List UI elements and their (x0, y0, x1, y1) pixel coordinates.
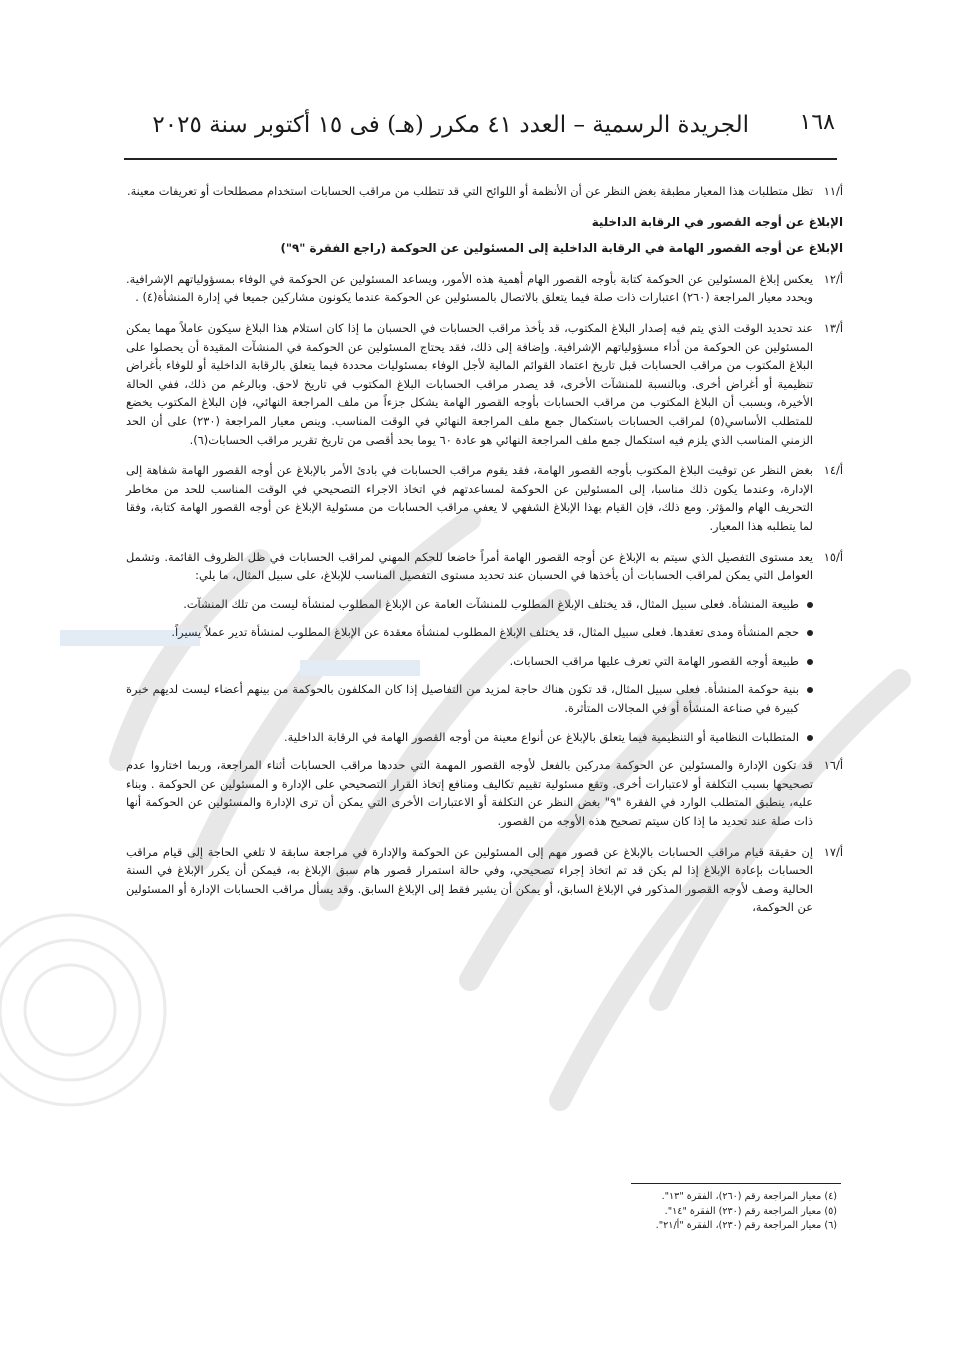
page-number: ١٦٨ (799, 110, 835, 135)
subsection-heading: الإبلاغ عن أوجه القصور الهامة في الرقابة الداخلية إلى المسئولين عن الحوكمة (راجع الفقرة "٩") (280, 241, 843, 256)
paragraph-number: أ/١٧ (823, 844, 843, 859)
paragraph-text: تظل متطلبات هذا المعيار مطبقة بغض النظر عن أن الأنظمة أو اللوائح التي قد تتطلب من مراقب الحسابات استخدام مصطلحات أو تعريفات معينة. (126, 184, 813, 198)
bullet-icon (799, 728, 843, 746)
footnotes (337, 1190, 837, 1234)
paragraph-number: أ/١٦ (823, 758, 843, 773)
paragraph-text: يعد مستوى التفصيل الذي سيتم به الإبلاغ عن أوجه القصور الهامة أمراً خاضعا للحكم المهني لمراقب الحسابات في ظل الظروف القائمة. وتشمل العوامل التي يمكن لمراقب الحسابات أن يأخذها في الحسبان عند تحديد مستوى التفصيل المناسب للإبلاغ، على سبيل المثال، ما يلي: (126, 549, 813, 583)
paragraph-text: قد تكون الإدارة والمسئولين عن الحوكمة مدركين بالفعل لأوجه القصور المهمة التي حددها مراقب الحسابات أثناء المراجعة، وربما اختاروا عدم تصحيحها بسبب التكلفة أو لاعتبارات أخرى. وتقع مسئولية تقييم تكاليف ومنافع إتخاذ القرار التصحيحي على الإدارة و المسئولين عن الحوكمة . وبناء عليه، ينطبق المتطلب الوارد في الفقرة "٩" بغض النظر عن التكلفة أو الاعتبارات الأخرى التي يمكن أن ترى الإدارة والمسئولين عن الحوكمة أنها ذات صلة عند تحديد ما إذا كان سيتم تصحيح هذه الأوجه من القصور. (126, 758, 813, 829)
document-body (126, 182, 843, 929)
paragraph-a13 (126, 319, 843, 449)
list-item (126, 680, 843, 717)
list-item-text: المتطلبات النظامية أو التنظيمية فيما يتعلق بالإبلاغ عن أنواع معينة من أوجه القصور الهامة في الرقابة الداخلية. (283, 729, 799, 744)
list-item-text: طبيعة أوجه القصور الهامة التي تعرف عليها مراقب الحسابات. (509, 653, 799, 668)
footnote-divider (631, 1183, 841, 1184)
paragraph-text: عند تحديد الوقت الذي يتم فيه إصدار البلاغ المكتوب، قد يأخذ مراقب الحسابات في الحسبان ما إذا كان استلام هذا البلاغ سيكون عاملاً مهما يمكن المسئولين عن الحوكمة من أداء مسؤولياتهم الإشرافية. وإضافة إلى ذلك، فقد يحتاج المسئولين عن الحوكمة في المنشآت المقيدة أن يحصلوا على البلاغ المكتوب من مراقب الحسابات قبل تاريخ اعتماد القوائم المالية لأجل الوفاء بمسئوليات محددة فيما يتعلق بالرقابة الداخلية أو للوفاء بأغراض تنظيمية أو أغراض أخرى. وبالنسبة للمنشآت الأخرى، قد يصدر مراقب الحسابات البلاغ المكتوب في تاريخ لاحق. وبالرغم من ذلك، ففي الحالة الأخيرة، وبسبب أن البلاغ المكتوب من مراقب الحسابات بأوجه القصور الهامة يشكل جزءاً من ملف المراجعة النهائي، فإن البلاغ المكتوب يخضع للمتطلب الأساسي(٥) لمراقب الحسابات باستكمال جمع ملف المراجعة النهائي في الوقت المناسب. وينص معيار المراجعة (٢٣٠) على أن الحد الزمني المناسب الذي يلزم فيه استكمال جمع ملف المراجعة النهائي هو عادة ٦٠ يوما بحد أقصى من تاريخ تقرير مراقب الحسابات(٦). (126, 320, 813, 447)
paragraph-a14 (126, 461, 843, 535)
footnote: (٤) معيار المراجعة رقم (٢٦٠)، الفقرة "١٣". (661, 1191, 837, 1202)
list-item-text: حجم المنشأة ومدى تعقدها. فعلى سبيل المثال، قد يختلف الإبلاغ المطلوب لمنشأة معقدة عن الإبلاغ المطلوب لمنشأة تدير عملاً يسيراً. (171, 625, 799, 640)
paragraph-number: أ/١٢ (823, 271, 843, 286)
paragraph-number: أ/١٥ (823, 549, 843, 564)
bullet-icon (799, 652, 843, 670)
bullet-icon (799, 680, 843, 698)
paragraph-a17 (126, 843, 843, 917)
bullet-icon (799, 623, 843, 641)
paragraph-a16 (126, 756, 843, 830)
list-item (126, 728, 843, 747)
paragraph-text: إن حقيقة قيام مراقب الحسابات بالإبلاغ عن قصور مهم إلى المسئولين عن الحوكمة والإدارة في مراجعة سابقة لا تلغي الحاجة إلى قيام مراقب الحسابات بإعادة الإبلاغ إذا لم يكن قد تم اتخاذ إجراء تصحيحي، وفي حالة استمرار قصور هام سبق الإبلاغ به، فيمكن أن يكرر الإبلاغ في السنة الحالية وصف لأوجه القصور المذكور في الإبلاغ السابق، أو يمكن أن يشير فقط إلى الإبلاغ السابق. وقد يسأل مراقب الحسابات الإدارة أو المسئولين عن الحوكمة، (126, 844, 813, 915)
list-item (126, 652, 843, 671)
paragraph-a11 (126, 182, 843, 201)
list-item (126, 595, 843, 614)
paragraph-a12 (126, 270, 843, 307)
list-item-text: طبيعة المنشأة. فعلى سبيل المثال، قد يختلف الإبلاغ المطلوب للمنشآت العامة عن الإبلاغ المطلوب لمنشأة ليست من تلك المنشآت. (183, 596, 799, 611)
paragraph-number: أ/١٣ (823, 320, 843, 335)
bullet-list (126, 595, 843, 747)
bullet-icon (799, 595, 843, 613)
paragraph-a15 (126, 548, 843, 585)
paragraph-text: يعكس إبلاغ المسئولين عن الحوكمة كتابة بأوجه القصور الهام أهمية هذه الأمور، ويساعد المسئولين عن الحوكمة في الوفاء بمسؤولياتهم الإشرافية. ويحدد معيار المراجعة (٢٦٠) اعتبارات ذات صلة فيما يتعلق بالاتصال بالمسئولين عن الحوكمة عندما يكونون مشاركين جميعا في إدارة المنشأة(٤) . (126, 271, 813, 305)
list-item (126, 623, 843, 642)
paragraph-number: أ/١١ (823, 184, 843, 198)
paragraph-text: بغض النظر عن توقيت البلاغ المكتوب بأوجه القصور الهامة، فقد يقوم مراقب الحسابات في بادئ الأمر بالإبلاغ عن أوجه القصور الهامة شفاهة إلى الإدارة، وعندما يكون ذلك مناسبا، إلى المسئولين عن الحوكمة لمساعدتهم في اتخاذ الاجراء التصحيحي في الوقت المناسب للحد من مخاطر التحريف الهام والمؤثر. ومع ذلك، فإن القيام بهذا الإبلاغ الشفهي لا يعفي مراقب الحسابات من مسئولية الإبلاغ عن أوجه القصور الهامة كتابة، وفقا لما يتطلبه هذا المعيار. (126, 463, 813, 533)
list-item-text: بنية حوكمة المنشأة. فعلى سبيل المثال، قد تكون هناك حاجة لمزيد من التفاصيل إذا كان المكلفون بالحوكمة من بينهم أعضاء ليست لديهم خبرة كبيرة في صناعة المنشأة أو في المجالات المتأثرة. (126, 682, 799, 716)
paragraph-number: أ/١٤ (823, 463, 843, 478)
footnote: (٥) معيار المراجعة رقم (٢٣٠) الفقرة "١٤". (664, 1205, 837, 1217)
page-header (128, 112, 835, 152)
gazette-title: الجريدة الرسمية – العدد ٤١ مكرر (هـ) فى ١٥ أكتوبر سنة ٢٠٢٥ (152, 112, 749, 138)
header-divider (124, 158, 837, 160)
section-heading: الإبلاغ عن أوجه القصور في الرقابة الداخلية (591, 214, 843, 229)
footnote: (٦) معيار المراجعة رقم (٢٣٠)، الفقرة "أ/٢١". (655, 1220, 837, 1231)
